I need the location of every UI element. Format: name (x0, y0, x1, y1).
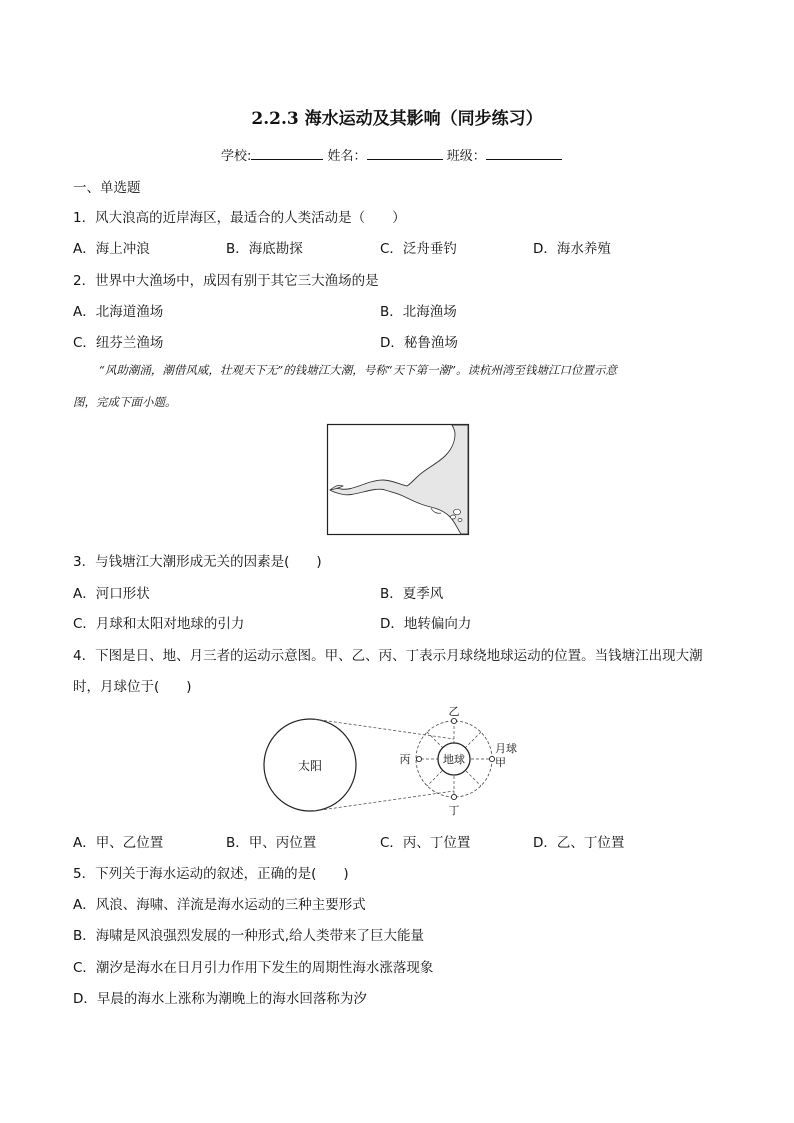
q3-option-a[interactable]: A．河口形状 (73, 586, 150, 602)
q2-option-b[interactable]: B．北海渔场 (380, 304, 457, 320)
label-bing: 丙 (399, 753, 411, 766)
moon-position-bing (416, 756, 421, 761)
material-text-line1: “风助潮涌，潮借风威，壮观天下无”的钱塘江大潮，号称“天下第一潮”。读杭州湾至钱塘江口位置示意 (99, 363, 618, 377)
section-heading: 一、单选题 (73, 180, 141, 196)
q4-option-a[interactable]: A．甲、乙位置 (73, 835, 164, 851)
q2-option-c[interactable]: C．纽芬兰渔场 (73, 335, 164, 351)
name-blank[interactable] (367, 147, 443, 160)
question-3-stem: 3．与钱塘江大潮形成无关的因素是( ) (73, 554, 322, 570)
page-title: 2.2.3 海水运动及其影响（同步练习） (251, 109, 543, 129)
label-jia: 甲 (495, 756, 506, 769)
moon-position-yi (451, 718, 456, 723)
q3-option-c[interactable]: C．月球和太阳对地球的引力 (73, 616, 245, 632)
q3-option-d[interactable]: D．地转偏向力 (380, 616, 472, 632)
q5-option-a[interactable]: A．风浪、海啸、洋流是海水运动的三种主要形式 (73, 897, 366, 913)
label-ding: 丁 (448, 804, 460, 817)
sun-label: 太阳 (297, 759, 323, 773)
school-blank[interactable] (251, 147, 323, 160)
material-text-line2: 图，完成下面小题。 (73, 395, 177, 409)
q5-option-b[interactable]: B．海啸是风浪强烈发展的一种形式,给人类带来了巨大能量 (73, 928, 425, 944)
q1-option-a[interactable]: A．海上冲浪 (73, 241, 150, 257)
moon-position-ding (451, 794, 456, 799)
question-1-stem: 1．风大浪高的近岸海区，最适合的人类活动是（ ） (73, 210, 406, 226)
q1-option-d[interactable]: D．海水养殖 (533, 241, 611, 257)
q4-option-b[interactable]: B．甲、丙位置 (226, 835, 317, 851)
q2-option-d[interactable]: D．秘鲁渔场 (380, 335, 458, 351)
student-info-line (221, 145, 562, 164)
question-5-stem: 5．下列关于海水运动的叙述，正确的是( ) (73, 866, 349, 882)
hangzhou-bay-map (327, 424, 469, 535)
earth-label: 地球 (443, 753, 465, 766)
q4-option-c[interactable]: C．丙、丁位置 (380, 835, 471, 851)
q3-option-b[interactable]: B．夏季风 (380, 586, 444, 602)
q1-option-b[interactable]: B．海底勘探 (226, 241, 303, 257)
question-4-stem-line2: 时，月球位于( ) (73, 679, 192, 695)
school-label: 学校: (221, 149, 252, 164)
question-4-stem-line1: 4．下图是日、地、月三者的运动示意图。甲、乙、丙、丁表示月球绕地球运动的位置。当钱塘江出现大潮 (73, 648, 703, 664)
label-yi: 乙 (448, 705, 460, 718)
q2-option-a[interactable]: A．北海道渔场 (73, 304, 164, 320)
name-label: 姓名： (327, 149, 367, 164)
q5-option-c[interactable]: C．潮汐是海水在日月引力作用下发生的周期性海水涨落现象 (73, 960, 434, 976)
label-moon: 月球 (495, 742, 517, 755)
q1-option-c[interactable]: C．泛舟垂钓 (380, 241, 457, 257)
moon-position-jia (489, 756, 494, 761)
sun-earth-moon-diagram (262, 703, 517, 818)
q4-option-d[interactable]: D．乙、丁位置 (533, 835, 625, 851)
question-2-stem: 2．世界中大渔场中，成因有别于其它三大渔场的是 (73, 273, 379, 289)
class-label: 班级： (446, 149, 486, 164)
class-blank[interactable] (486, 147, 562, 160)
q5-option-d[interactable]: D．早晨的海水上涨称为潮晚上的海水回落称为汐 (73, 991, 367, 1007)
